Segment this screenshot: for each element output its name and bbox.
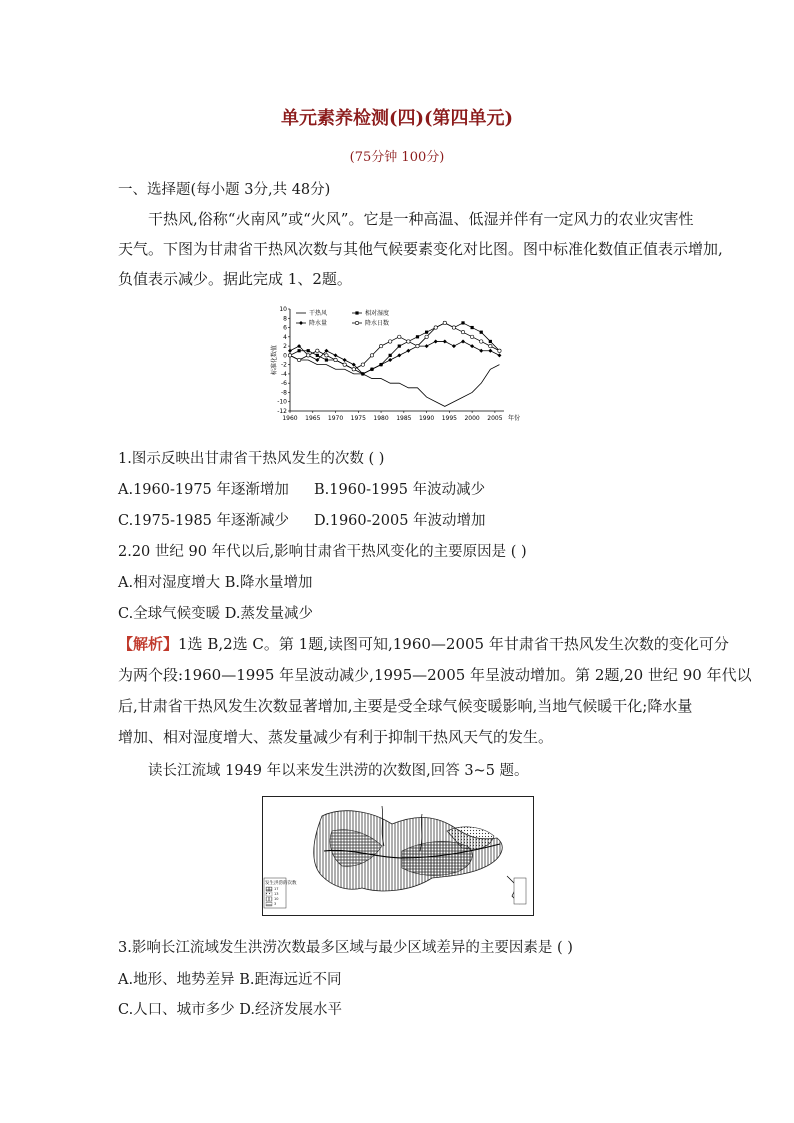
map-legend-value-3: 10 [274,897,279,901]
series-point-2 [479,349,483,353]
map-legend-value-2: 13 [274,892,279,896]
series-point-3 [398,335,401,338]
y-tick-label: -8 [281,389,287,397]
series-point-3 [361,363,364,366]
analysis-line2: 为两个段:1960—1995 年呈波动减少,1995—2005 年呈波动增加。第 2题,20 世纪 90 年代以 [118,666,752,684]
x-tick-label: 1975 [350,415,366,422]
map-legend-value-1: 17 [274,887,279,891]
climate-chart [268,303,521,427]
y-axis-label: 标准化数值 [271,344,278,376]
q1-option-c[interactable]: C.1975-1985 年逐渐减少 [118,513,289,529]
series-point-2 [388,358,392,362]
intro1-line1: 干热风,俗称“火南风”或“火风”。它是一种高温、低湿并伴有一定风力的农业灾害性 [148,210,694,228]
y-tick-label: 0 [283,352,287,360]
series-point-1 [425,331,428,334]
series-point-2 [406,349,410,353]
series-point-3 [307,354,310,357]
series-point-3 [498,349,501,352]
x-tick-label: 1990 [418,415,435,422]
series-point-3 [316,349,319,352]
series-point-1 [316,354,319,357]
analysis-line4: 增加、相对湿度增大、蒸发量减少有利于抑制干热风天气的发生。 [118,728,554,746]
q1-option-a[interactable]: A.1960-1975 年逐渐增加 [118,482,289,498]
series-point-3 [434,326,437,329]
series-point-3 [325,354,328,357]
y-tick-label: 8 [283,315,287,323]
series-point-1 [461,321,464,324]
x-tick-label: 1995 [441,415,458,422]
x-tick-label: 1970 [327,415,344,422]
series-point-3 [334,358,337,361]
analysis-line1 [118,633,729,654]
y-tick-label: 4 [283,333,287,341]
legend-marker-3 [355,321,358,324]
series-point-1 [398,344,401,347]
legend-label-2: 降水量 [309,320,328,327]
series-point-1 [416,335,419,338]
legend-marker-2 [299,321,303,325]
y-tick-label: -2 [281,361,287,369]
series-point-2 [434,339,438,343]
x-tick-label: 1985 [396,415,412,422]
series-point-3 [343,363,346,366]
series-point-2 [443,339,447,343]
q3-stem: 3.影响长江流域发生洪涝次数最多区域与最少区域差异的主要因素是 ( ) [118,940,573,956]
series-point-3 [489,344,492,347]
analysis-label: 【解析】 [118,635,179,653]
series-point-3 [470,335,473,338]
y-tick-label: 6 [283,324,287,332]
intro1-line3: 负值表示减少。据此完成 1、2题。 [118,270,352,288]
y-tick-label: 2 [283,343,287,351]
series-point-2 [461,339,465,343]
series-point-3 [425,335,428,338]
series-point-2 [334,353,338,357]
y-tick-label: -4 [281,370,287,378]
series-point-2 [288,349,292,353]
x-axis-label: 年份 [507,415,521,422]
series-point-1 [325,358,328,361]
y-tick-label: -10 [277,398,287,406]
series-point-1 [480,331,483,334]
series-line-3 [290,323,499,369]
series-point-1 [471,326,474,329]
series-point-2 [343,358,347,362]
south-sea-inset [514,878,526,904]
y-tick-label: -6 [281,380,287,388]
series-point-3 [370,354,373,357]
series-point-3 [443,321,446,324]
q3-options-cd[interactable]: C.人口、城市多少 D.经济发展水平 [118,1002,343,1018]
series-point-3 [407,340,410,343]
legend-label-1: 相对湿度 [365,310,390,317]
q1-option-d[interactable]: D.1960-2005 年波动增加 [314,513,486,529]
series-point-1 [489,340,492,343]
q3-options-ab[interactable]: A.地形、地势差异 B.距海远近不同 [118,972,342,988]
q2-options-ab[interactable]: A.相对湿度增大 B.降水量增加 [118,575,313,591]
series-point-2 [397,353,401,357]
intro1-line2: 天气。下图为甘肃省干热风次数与其他气候要素变化对比图。图中标准化数值正值表示增加, [118,240,723,258]
y-tick-label: 10 [279,306,287,313]
series-point-3 [379,344,382,347]
series-point-2 [497,353,501,357]
series-line-0 [290,355,499,406]
series-point-3 [297,358,300,361]
q1-stem: 1.图示反映出甘肃省干热风发生的次数 ( ) [118,451,385,467]
series-point-3 [288,354,291,357]
series-point-3 [352,368,355,371]
series-point-3 [480,340,483,343]
series-point-2 [470,344,474,348]
x-tick-label: 1960 [282,415,298,422]
series-point-2 [488,349,492,353]
x-tick-label: 1980 [373,415,389,422]
series-point-1 [389,354,392,357]
legend-marker-1 [355,311,358,314]
series-point-1 [307,349,310,352]
y-tick-label: -12 [277,408,287,415]
x-tick-label: 2000 [464,415,480,422]
intro2-line1: 读长江流域 1949 年以来发生洪涝的次数图,回答 3~5 题。 [148,763,529,779]
q2-stem: 2.20 世纪 90 年代以后,影响甘肃省干热风变化的主要原因是 ( ) [118,544,527,560]
legend-label-0: 干热风 [309,310,328,317]
series-line-1 [290,323,499,374]
legend-label-3: 降水日数 [365,320,390,327]
series-point-1 [298,349,301,352]
q1-option-b[interactable]: B.1960-1995 年波动减少 [314,482,486,498]
map-legend-title: 发生洪涝的次数 [265,881,297,886]
map-legend-value-4: 3 [274,902,277,906]
series-point-3 [388,340,391,343]
q2-options-cd[interactable]: C.全球气候变暖 D.蒸发量减少 [118,606,314,622]
section-heading: 一、选择题(每小题 3分,共 48分) [118,182,331,198]
analysis-text1: 1选 B,2选 C。第 1题,读图可知,1960—2005 年甘肃省干热风发生次数的变化可分 [178,635,729,653]
series-point-3 [452,326,455,329]
series-point-2 [452,344,456,348]
series-point-3 [416,344,419,347]
yangtze-flood-map [262,796,534,916]
x-tick-label: 1965 [305,415,321,422]
analysis-line3: 后,甘肃省干热风发生次数显著增加,主要是受全球气候变暖影响,当地气候暖干化;降水量 [118,697,693,715]
series-point-2 [425,344,429,348]
series-point-3 [461,330,464,333]
page-title: 单元素养检测(四)(第四单元) [280,108,514,129]
page-subtitle: (75分钟 100分) [349,150,445,165]
x-tick-label: 2005 [487,415,503,422]
